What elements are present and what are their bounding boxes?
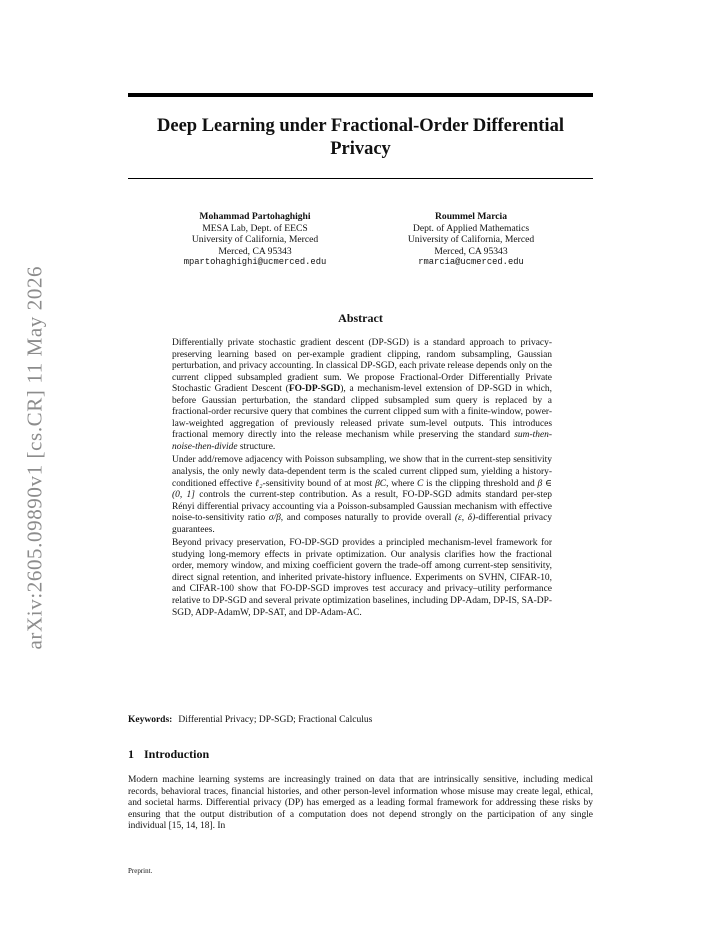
emphasis-structure: sum-then-noise-then-divide bbox=[172, 430, 552, 452]
title-bottom-rule bbox=[128, 178, 593, 179]
introduction-body bbox=[128, 775, 593, 833]
math-c: C bbox=[417, 478, 424, 489]
author-affiliation: Merced, CA 95343 bbox=[218, 245, 292, 257]
author-affiliation: Dept. of Applied Mathematics bbox=[412, 222, 530, 234]
math-l2: ℓ₂ bbox=[254, 478, 263, 489]
section-number: 1 bbox=[128, 747, 134, 761]
section-title: Introduction bbox=[144, 747, 210, 761]
paper-title: Deep Learning under Fractional-Order Differential Privacy bbox=[157, 116, 564, 159]
keywords-line bbox=[128, 715, 598, 725]
abstract-heading: Abstract bbox=[338, 311, 383, 325]
arxiv-identifier: arXiv:2605.09890v1 [cs.CR] 11 May 2026 bbox=[22, 265, 47, 650]
author-name: Mohammad Partohaghighi bbox=[199, 211, 311, 222]
method-name: FO-DP-SGD bbox=[288, 384, 341, 395]
section-heading bbox=[128, 747, 209, 762]
introduction-paragraph: Modern machine learning systems are increasingly trained on data that are intrinsically sensitive, including medical records, behavioral traces, financial histories, and other person-level information whose misuse may create legal, ethical, and societal harms. Differential privacy (DP) has emerged as a leading formal framework for addressing these risks by ensuring that the output distribution of a computation does not depend strongly on the participation of any single individual [15, 14, 18]. In bbox=[128, 775, 593, 832]
abstract-paragraph-1: Differentially private stochastic gradient descent (DP-SGD) is a standard approach to privacy-preserving learning based on per-example gradient clipping, random subsampling, Gaussian perturbation, and privacy accounting. In classical DP-SGD, each private release depends only on the current clipped subsampled gradient sum. We propose Fractional-Order Differentially Private Stochastic Gradient Descent (FO-DP-SGD), a mechanism-level extension of DP-SGD in which, before Gaussian perturbation, the standard clipped subsampled sum query is replaced by a fractional-order recursive query that combines the current clipped sum with a finite-window, power-law-weighted aggregation of previously released private sum-level outputs. This introduces fractional memory directly into the release mechanism while preserving the standard sum-then-noise-then-divide structure. bbox=[172, 338, 552, 452]
author-affiliation: University of California, Merced bbox=[191, 234, 319, 246]
author-affiliation: Merced, CA 95343 bbox=[434, 245, 508, 257]
author-2 bbox=[361, 211, 581, 269]
math-eps-delta: (ε, δ) bbox=[454, 513, 476, 524]
math-ratio: σ/β bbox=[268, 513, 281, 524]
author-affiliation: University of California, Merced bbox=[407, 234, 535, 246]
author-affiliation: MESA Lab, Dept. of EECS bbox=[202, 222, 308, 234]
abstract-body bbox=[172, 338, 552, 621]
author-email[interactable]: rmarcia@ucmerced.edu bbox=[418, 257, 524, 268]
author-email[interactable]: mpartohaghighi@ucmerced.edu bbox=[183, 257, 327, 268]
math-beta-range: β ∈ (0, 1] bbox=[172, 478, 552, 501]
keywords-label: Keywords: bbox=[128, 715, 173, 725]
author-1 bbox=[145, 211, 365, 269]
keywords-text: Differential Privacy; DP-SGD; Fractional Calculus bbox=[178, 715, 373, 725]
abstract-paragraph-3: Beyond privacy preservation, FO-DP-SGD provides a principled mechanism-level framework for studying long-memory effects in private optimization. Our analysis clarifies how the fractional order, memory window, and mixing coefficient govern the trade-off among current-step sensitivity, direct signal retention, and inherited private-history influence. Experiments on SVHN, CIFAR-10, and CIFAR-100 show that FO-DP-SGD improves test accuracy and privacy–utility performance relative to DP-SGD and several private optimization baselines, including DP-Adam, DP-IS, SA-DP-SGD, ADP-AdamW, DP-SAT, and DP-Adam-AC. bbox=[172, 538, 552, 618]
author-name: Roummel Marcia bbox=[434, 211, 508, 222]
abstract-paragraph-2: Under add/remove adjacency with Poisson subsampling, we show that in the current-step sensitivity analysis, the only newly data-dependent term is the scaled current clipped sum, yielding a history-conditioned effective ℓ₂-sensitivity bound of at most βC, where C is the clipping threshold and β ∈ (0, 1] controls the current-step contribution. As a result, FO-DP-SGD admits standard per-step Rényi differential privacy accounting via a Poisson-subsampled Gaussian mechanism with effective noise-to-sensitivity ratio σ/β, and composes naturally to provide overall (ε, δ)-differential privacy guarantees. bbox=[172, 455, 552, 535]
preprint-footer: Preprint. bbox=[128, 867, 153, 875]
math-beta-c: βC bbox=[375, 478, 387, 489]
title-top-rule bbox=[128, 93, 593, 97]
